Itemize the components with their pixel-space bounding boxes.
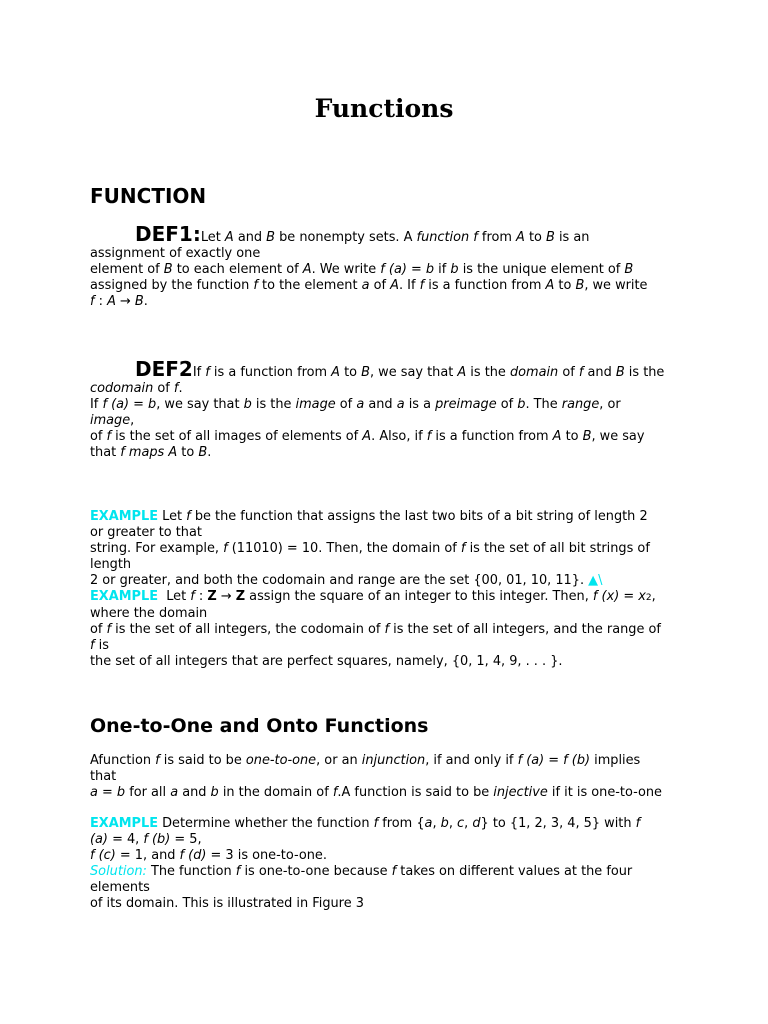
one-to-one-example xyxy=(90,816,690,912)
text-line: 2 or greater, and both the codomain and range are the set {00, 01, 10, 11}. ▲\ xyxy=(90,573,603,588)
text-line: of its domain. This is illustrated in Figure 3 xyxy=(90,896,364,911)
text-line: DEF2If f is a function from A to B, we say that A is the domain of f and B is the xyxy=(135,357,665,381)
text-line: EXAMPLE Determine whether the function f from {a, b, c, d} to {1, 2, 3, 4, 5} with f xyxy=(90,816,641,831)
text-line: the set of all integers that are perfect squares, namely, {0, 1, 4, 9, . . . }. xyxy=(90,654,563,669)
text-line: assignment of exactly one xyxy=(90,246,261,261)
def1-paragraph xyxy=(90,222,690,310)
text-line: codomain of f. xyxy=(90,381,183,396)
section-heading-one-to-one: One-to-One and Onto Functions xyxy=(90,715,429,737)
def1-label: DEF1: xyxy=(135,222,201,246)
text-line: f : A → B. xyxy=(90,294,148,309)
text-line: of f is the set of all images of elements of A. Also, if f is a function from A to B, we say xyxy=(90,429,645,444)
text-line: a = b for all a and b in the domain of f.A function is said to be injective if it is one-to-one xyxy=(90,785,662,800)
text-line: image, xyxy=(90,413,135,428)
text-line: or greater to that xyxy=(90,525,202,540)
text-line: EXAMPLE Let f be the function that assigns the last two bits of a bit string of length 2 xyxy=(90,509,648,524)
text-line: element of B to each element of A. We write f (a) = b if b is the unique element of B xyxy=(90,262,634,277)
def2-label: DEF2 xyxy=(135,357,193,381)
text-line: that f maps A to B. xyxy=(90,445,212,460)
text-line: If f (a) = b, we say that b is the image of a and a is a preimage of b. The range, or xyxy=(90,397,621,412)
text-line: Solution: The function f is one-to-one because f takes on different values at the four xyxy=(90,864,633,879)
text-line: where the domain xyxy=(90,606,208,621)
text-line: (a) = 4, f (b) = 5, xyxy=(90,832,202,847)
page-title: Functions xyxy=(314,94,454,123)
text-line: string. For example, f (11010) = 10. Then, the domain of f is the set of all bit strings of xyxy=(90,541,650,556)
one-to-one-definition xyxy=(90,753,690,801)
text-line: that xyxy=(90,769,117,784)
examples-paragraph xyxy=(90,509,690,670)
text-line: elements xyxy=(90,880,150,895)
text-line: f is xyxy=(90,638,109,653)
text-line: Afunction f is said to be one-to-one, or an injunction, if and only if f (a) = f (b) implies xyxy=(90,753,641,768)
def2-paragraph xyxy=(90,357,690,461)
text-line: DEF1:Let A and B be nonempty sets. A function f from A to B is an xyxy=(135,222,590,246)
text-line: of f is the set of all integers, the codomain of f is the set of all integers, and the range of xyxy=(90,622,661,637)
text-line: EXAMPLE Let f : Z → Z assign the square of an integer to this integer. Then, f (x) = x2, xyxy=(90,589,656,604)
text-line: length xyxy=(90,557,132,572)
text-line: f (c) = 1, and f (d) = 3 is one-to-one. xyxy=(90,848,327,863)
section-heading-function: FUNCTION xyxy=(90,184,207,208)
text-line: assigned by the function f to the element a of A. If f is a function from A to B, we write xyxy=(90,278,648,293)
